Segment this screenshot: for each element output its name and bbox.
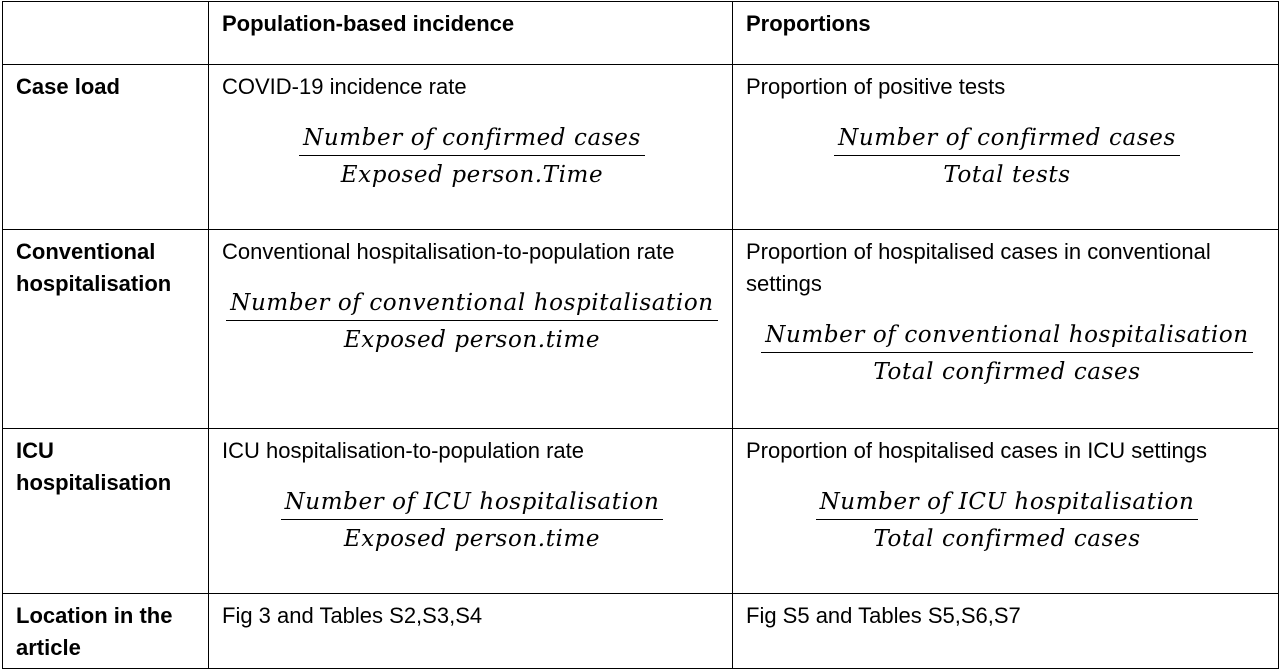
incidence-cell (209, 65, 733, 230)
header-corner-cell (3, 2, 209, 65)
proportion-cell: Fig S5 and Tables S5,S6,S7 (733, 594, 1279, 669)
formula (816, 487, 1199, 554)
formula-denominator: Total confirmed cases (873, 526, 1141, 552)
formula-numerator: Number of conventional hospitalisation (226, 288, 717, 321)
formula (299, 123, 645, 190)
proportion-cell (733, 230, 1279, 429)
metric-title: Proportion of hospitalised cases in ICU settings (746, 438, 1208, 463)
formula (834, 123, 1180, 190)
formula (761, 320, 1252, 387)
formula-numerator: Number of ICU hospitalisation (281, 487, 664, 520)
metrics-table (2, 1, 1279, 669)
metric-title: COVID-19 incidence rate (222, 74, 467, 99)
table-row-location (3, 594, 1279, 669)
formula (226, 288, 717, 355)
formula-denominator: Total tests (943, 162, 1071, 188)
row-label: Case load (3, 65, 209, 230)
incidence-cell (209, 429, 733, 594)
metric-title: Conventional hospitalisation-to-population rate (222, 239, 675, 264)
formula-denominator: Exposed person.time (343, 327, 601, 353)
formula-numerator: Number of conventional hospitalisation (761, 320, 1252, 353)
row-label: Location in the article (3, 594, 209, 669)
metric-title: ICU hospitalisation-to-population rate (222, 438, 584, 463)
metric-title: Proportion of hospitalised cases in conventional settings (746, 239, 1211, 296)
table-row-icu-hospitalisation (3, 429, 1279, 594)
formula-numerator: Number of confirmed cases (299, 123, 645, 156)
formula-denominator: Exposed person.Time (340, 162, 604, 188)
formula-denominator: Exposed person.time (343, 526, 601, 552)
header-incidence: Population-based incidence (209, 2, 733, 65)
header-row (3, 2, 1279, 65)
table-row-case-load (3, 65, 1279, 230)
formula-numerator: Number of ICU hospitalisation (816, 487, 1199, 520)
formula (281, 487, 664, 554)
proportion-cell (733, 429, 1279, 594)
proportion-cell (733, 65, 1279, 230)
metric-title: Proportion of positive tests (746, 74, 1006, 99)
incidence-cell (209, 230, 733, 429)
formula-denominator: Total confirmed cases (873, 359, 1141, 385)
row-label: ICU hospitalisation (3, 429, 209, 594)
formula-numerator: Number of confirmed cases (834, 123, 1180, 156)
table-row-conventional-hospitalisation (3, 230, 1279, 429)
header-proportions: Proportions (733, 2, 1279, 65)
row-label: Conventional hospitalisation (3, 230, 209, 429)
incidence-cell: Fig 3 and Tables S2,S3,S4 (209, 594, 733, 669)
